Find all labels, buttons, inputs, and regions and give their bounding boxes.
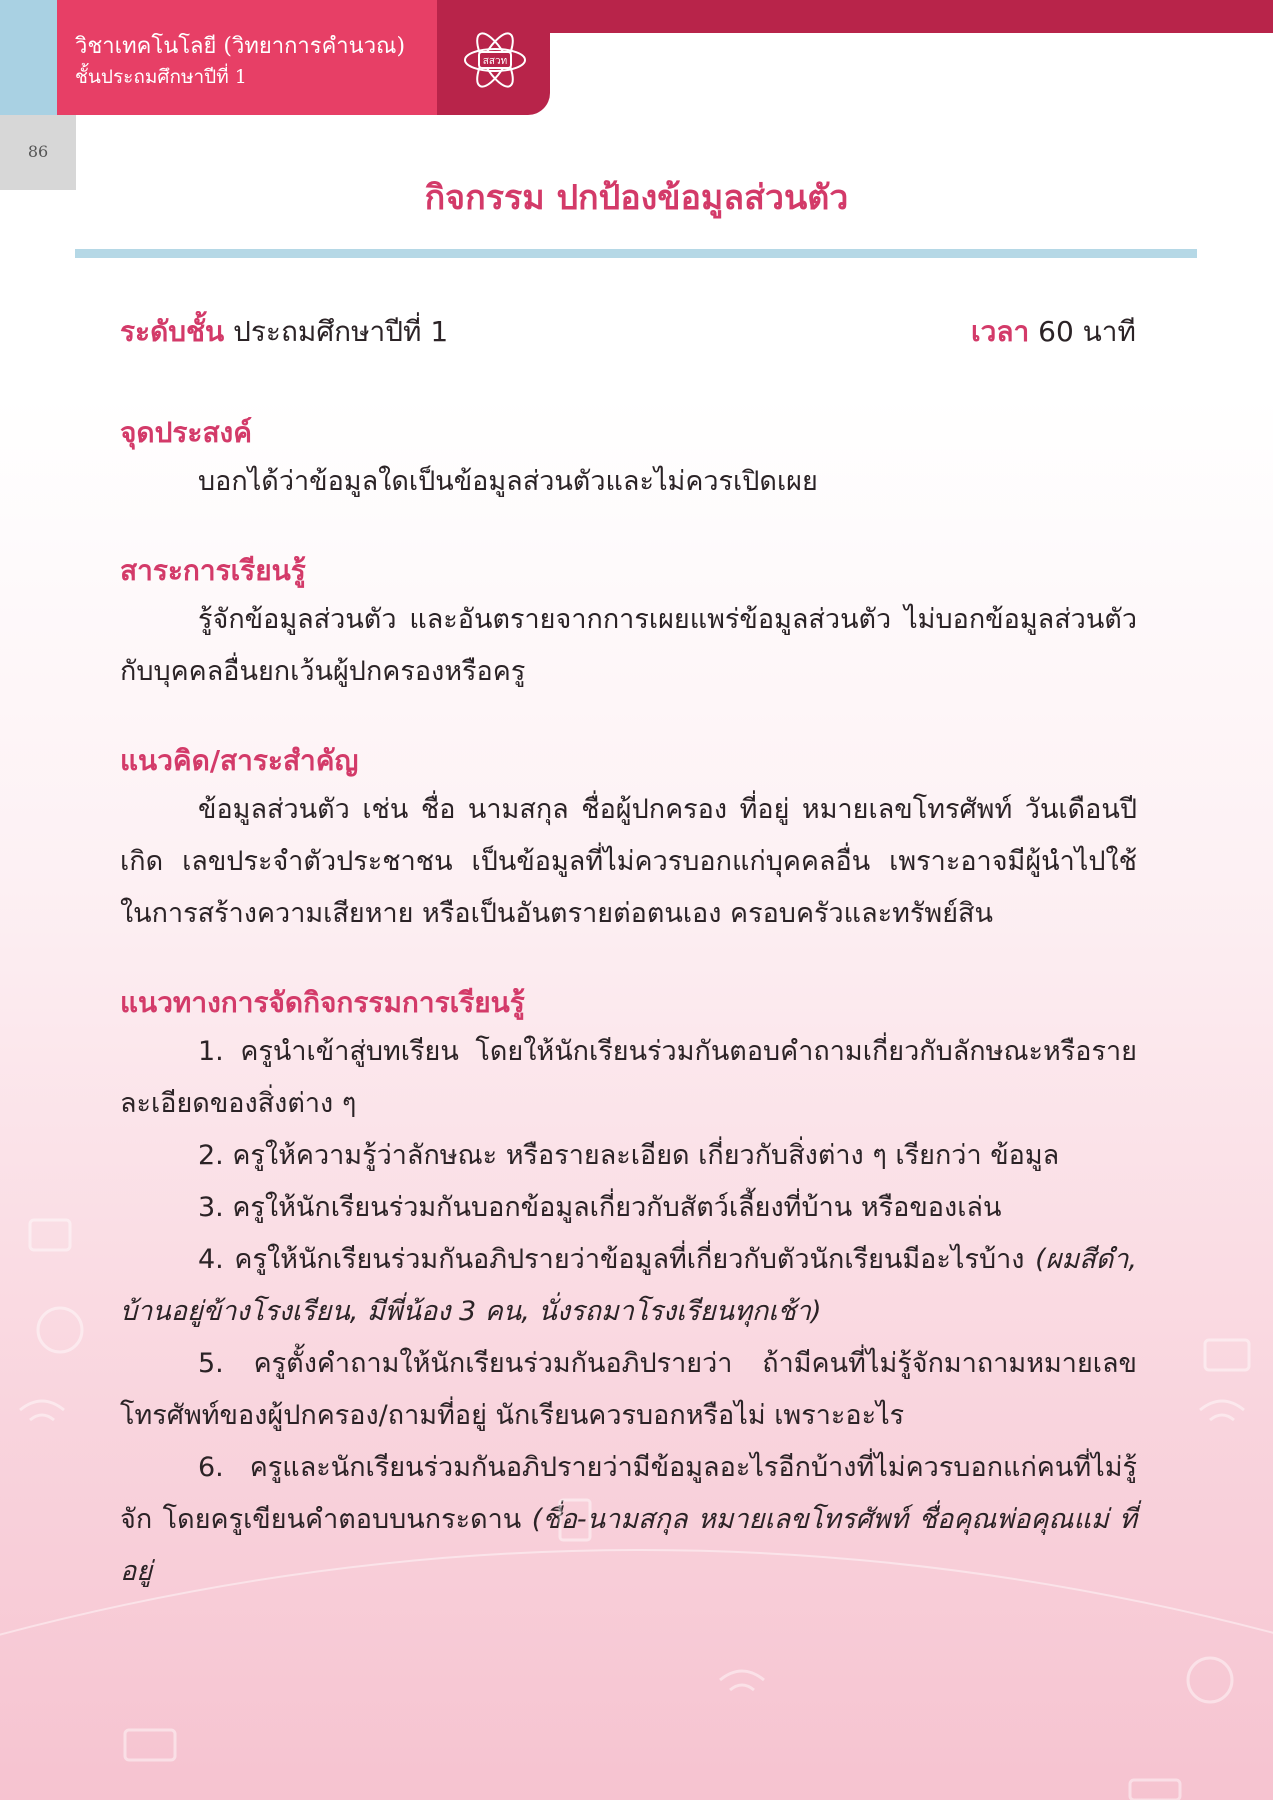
learning-content-heading: สาระการเรียนรู้ [120, 554, 306, 587]
activities-heading: แนวทางการจัดกิจกรรมการเรียนรู้ [120, 986, 525, 1019]
activity-step-5: 5. ครูตั้งคำถามให้นักเรียนร่วมกันอภิปรายว่า ถ้ามีคนที่ไม่รู้จักมาถามหมายเลขโทรศัพท์ของผู้ปกครอง/ถามที่อยู่ นักเรียนควรบอกหรือไม่ เพราะอะไร [120, 1348, 1137, 1431]
title-divider [75, 249, 1197, 258]
activity-step-4-example: (ผมสีดำ, บ้านอยู่ข้างโรงเรียน, มีพี่น้อง 3 คน, นั่งรถมาโรงเรียนทุกเช้า) [120, 1244, 1137, 1327]
activity-step-4 [120, 1234, 1137, 1338]
grade-level-label: ระดับชั้น [120, 315, 225, 348]
keyboard-icon [1130, 1780, 1180, 1800]
activity-step-6-text: 6. ครูและนักเรียนร่วมกันอภิปรายว่ามีข้อมูลอะไรอีกบ้างที่ไม่ควรบอกแก่คนที่ไม่รู้จัก โดยครูเขียนคำตอบบนกระดาน [120, 1452, 1137, 1535]
pie-chart-icon [38, 1308, 82, 1352]
pie-chart-icon [1188, 1658, 1232, 1702]
keyboard-icon [1205, 1340, 1249, 1370]
activity-step-6 [120, 1442, 1137, 1598]
header-top-strip [550, 0, 1273, 33]
keyboard-icon [125, 1730, 175, 1760]
concept-heading: แนวคิด/สาระสำคัญ [120, 744, 359, 777]
activity-step-2: 2. ครูให้ความรู้ว่าลักษณะ หรือรายละเอียด เกี่ยวกับสิ่งต่าง ๆ เรียกว่า ข้อมูล [198, 1140, 1060, 1171]
lesson-content [120, 410, 1137, 1598]
duration-value: 60 นาที [1038, 315, 1136, 348]
wifi-icon [720, 1671, 764, 1690]
header-subject: วิชาเทคโนโลยี (วิทยาการคำนวณ) [75, 34, 406, 59]
duration [971, 310, 1136, 354]
grade-level-value: ประถมศึกษาปีที่ 1 [233, 315, 449, 348]
ipst-logo-icon [460, 18, 530, 98]
keyboard-icon [30, 1220, 70, 1250]
duration-label: เวลา [971, 315, 1030, 348]
header-grade: ชั้นประถมศึกษาปีที่ 1 [75, 66, 247, 88]
activity-step-4-text: 4. ครูให้นักเรียนร่วมกันอภิปรายว่าข้อมูลที่เกี่ยวกับตัวนักเรียนมีอะไรบ้าง [198, 1244, 1025, 1275]
page-title: กิจกรรม ปกป้องข้อมูลส่วนตัว [424, 178, 849, 218]
learning-content-text: รู้จักข้อมูลส่วนตัว และอันตรายจากการเผยแพร่ข้อมูลส่วนตัว ไม่บอกข้อมูลส่วนตัวกับบุคคลอื่นยกเว้นผู้ปกครองหรือครู [120, 604, 1137, 687]
wifi-icon [20, 1401, 64, 1420]
logo-text: สสวท [482, 56, 508, 67]
activity-step-3: 3. ครูให้นักเรียนร่วมกันบอกข้อมูลเกี่ยวกับสัตว์เลี้ยงที่บ้าน หรือของเล่น [198, 1192, 1002, 1223]
activity-step-6-example: (ชื่อ-นามสกุล หมายเลขโทรศัพท์ ชื่อคุณพ่อคุณแม่ ที่อยู่ [120, 1504, 1137, 1587]
header-blue-block [0, 0, 57, 115]
objective-text: บอกได้ว่าข้อมูลใดเป็นข้อมูลส่วนตัวและไม่ควรเปิดเผย [198, 466, 818, 497]
activity-step-1: 1. ครูนำเข้าสู่บทเรียน โดยให้นักเรียนร่วมกันตอบคำถามเกี่ยวกับลักษณะหรือรายละเอียดของสิ่งต่าง ๆ [120, 1036, 1137, 1119]
concept-text: ข้อมูลส่วนตัว เช่น ชื่อ นามสกุล ชื่อผู้ปกครอง ที่อยู่ หมายเลขโทรศัพท์ วันเดือนปีเกิด เลขประจำตัวประชาชน เป็นข้อมูลที่ไม่ควรบอกแก่บุคคลอื่น เพราะอาจมีผู้นำไปใช้ในการสร้างความเสียหาย หรือเป็นอันตรายต่อตนเอง ครอบครัวและทรัพย์สิน [120, 794, 1137, 929]
objective-heading: จุดประสงค์ [120, 416, 252, 449]
page-number: 86 [27, 142, 49, 161]
grade-level [120, 310, 448, 354]
wifi-icon [1200, 1401, 1244, 1420]
